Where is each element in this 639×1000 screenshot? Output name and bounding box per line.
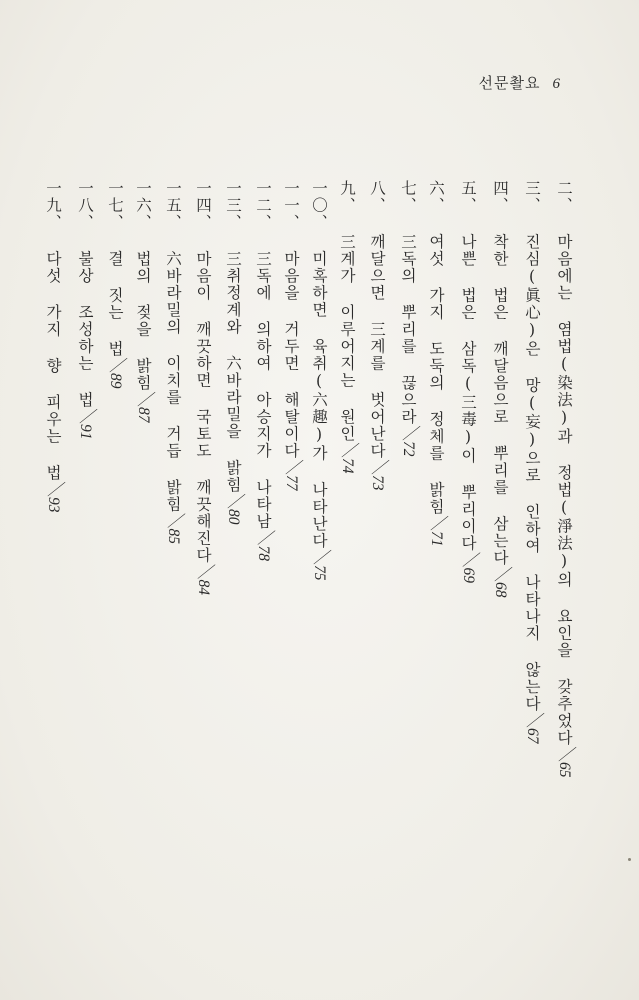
- toc-entry-text: 四、 착한 법은 깨달음으로 뿌리를 삼는다: [491, 180, 509, 567]
- toc-entry-text: 六、 여섯 가지 도둑의 정체를 밝힘: [427, 180, 445, 516]
- toc-entry-text: 一九、 다섯 가지 향 피우는 법: [44, 180, 62, 482]
- toc-entry-page: ／71: [428, 515, 445, 547]
- toc-entry-page: ／72: [400, 425, 417, 457]
- toc-entry-text: 一三、 三취정계와 六바라밀을 밝힘: [224, 180, 242, 494]
- toc-entry-page: ／65: [556, 746, 573, 778]
- toc-entry: [74, 180, 96, 440]
- running-header: [479, 72, 561, 93]
- toc-entry-page: ／80: [225, 493, 242, 525]
- toc-entry-page: ／91: [77, 408, 94, 440]
- toc-entry-page: ／69: [460, 552, 477, 583]
- toc-entry: [457, 180, 479, 583]
- toc-entry-text: 一〇、 미혹하면 육취(六趣)가 나타난다: [310, 180, 328, 550]
- toc-entry: [42, 180, 64, 513]
- toc-entry-text: 三、 진심(眞心)은 망(妄)으로 인하여 나타나지 않는다: [523, 180, 541, 713]
- toc-entry-text: 五、 나쁜 법은 삼독(三毒)이 뿌리이다: [459, 180, 477, 552]
- toc-entry-text: 一八、 불상 조성하는 법: [76, 180, 94, 409]
- toc-entry-page: ／93: [45, 481, 62, 513]
- toc-entry-text: 九、 三계가 이루어지는 원인: [338, 180, 356, 443]
- page-number: 6: [552, 76, 561, 92]
- toc-entry-page: ／67: [524, 712, 541, 744]
- toc-entry: [222, 180, 244, 525]
- toc-entry-text: 七、 三독의 뿌리를 끊으라: [399, 180, 417, 426]
- toc-entry-page: ／74: [339, 442, 356, 474]
- toc-entry-page: ／89: [107, 357, 124, 389]
- toc-entry-text: 八、 깨달으면 三계를 벗어난다: [368, 180, 386, 460]
- toc-entry: [397, 180, 419, 457]
- toc-entry: [162, 180, 184, 544]
- book-title: 선문촬요: [478, 74, 541, 92]
- toc-entry: [553, 180, 575, 778]
- toc-entry-page: ／77: [283, 459, 300, 491]
- toc-entry: [132, 180, 154, 423]
- toc-entry: [280, 180, 302, 491]
- toc-entry-page: ／85: [165, 513, 182, 544]
- paper-speck: [628, 858, 631, 861]
- toc-entry: [366, 180, 388, 491]
- toc-entry-text: 一四、 마음이 깨끗하면 국토도 깨끗해진다: [194, 180, 212, 564]
- toc-entry-page: ／68: [492, 566, 509, 598]
- toc-entry: [521, 180, 543, 744]
- toc-entry-text: 一六、 법의 젖을 밝힘: [134, 180, 152, 392]
- toc-entry: [336, 180, 358, 474]
- toc-entry-text: 二、 마음에는 염법(染法)과 정법(淨法)의 요인을 갖추었다: [555, 180, 573, 747]
- toc-entry: [192, 180, 214, 595]
- toc-entry: [104, 180, 126, 389]
- toc-entry: [308, 180, 330, 581]
- toc-entry-page: ／87: [135, 391, 152, 423]
- toc-entry-text: 一五、 六바라밀의 이치를 거듭 밝힘: [164, 180, 182, 513]
- toc-entry: [252, 180, 274, 561]
- toc-entry-text: 一七、 결 짓는 법: [106, 180, 124, 358]
- toc-entry-text: 一二、 三독에 의하여 아승지가 나타남: [254, 180, 272, 530]
- toc-entry-text: 一一、 마음을 거두면 해탈이다: [282, 180, 300, 460]
- toc-entry: [489, 180, 511, 598]
- toc-entry-page: ／78: [255, 530, 272, 561]
- toc-entry-page: ／73: [369, 459, 386, 491]
- toc-entry-page: ／84: [195, 564, 212, 595]
- toc-entry-page: ／75: [311, 549, 328, 581]
- toc-entry: [425, 180, 447, 547]
